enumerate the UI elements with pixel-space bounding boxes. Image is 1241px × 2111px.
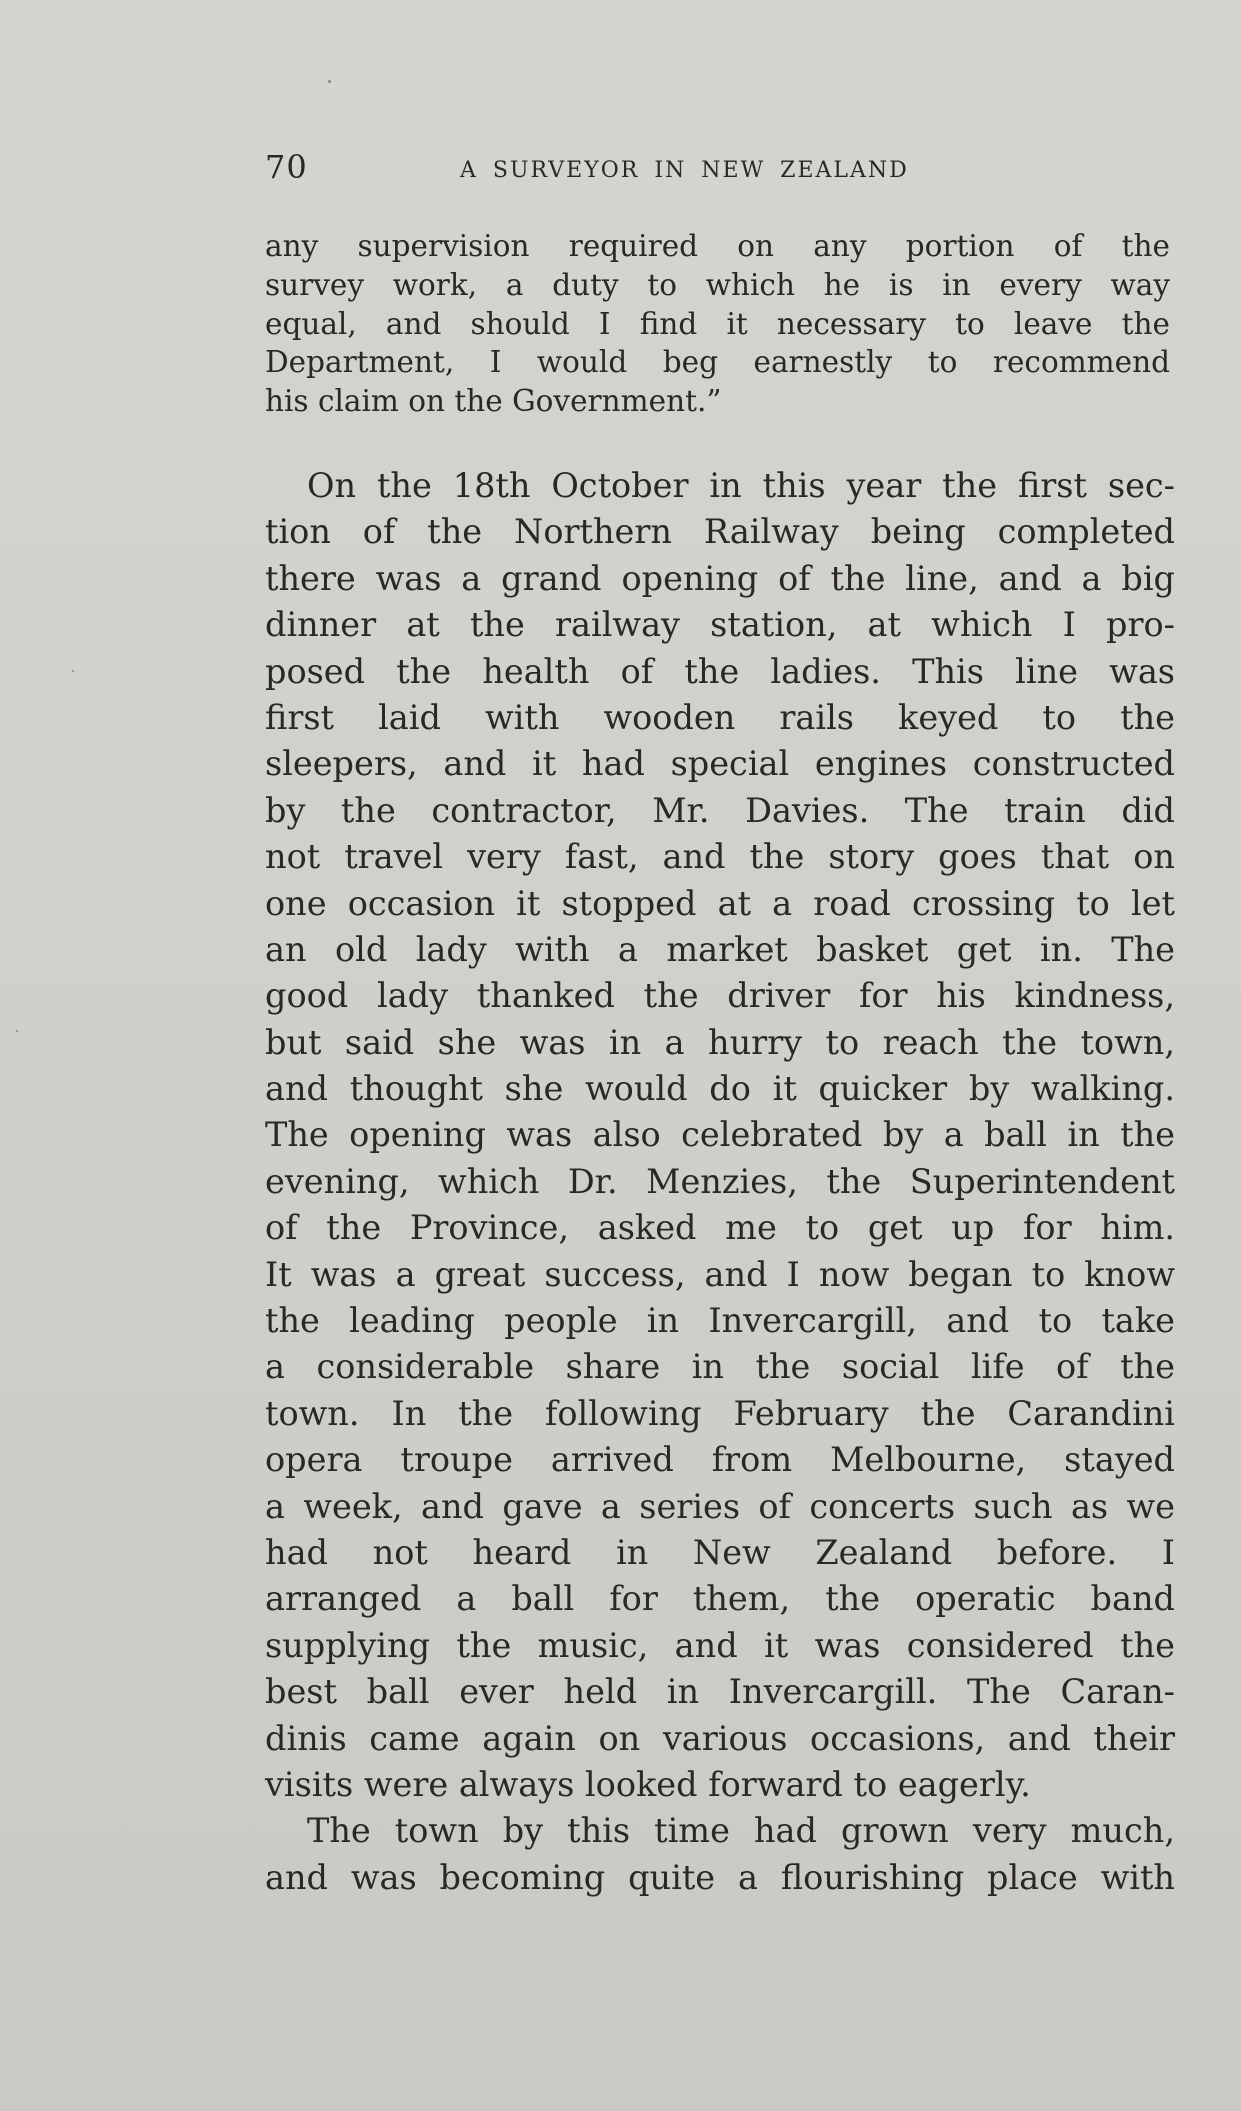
paragraph-town-growth [265, 1808, 1175, 1901]
text-line: and thought she would do it quicker by walking. [265, 1069, 1175, 1109]
text-line: best ball ever held in Invercargill. The Caran- [265, 1672, 1175, 1712]
quoted-letter-excerpt [265, 227, 1170, 421]
text-line: but said she was in a hurry to reach the town, [265, 1022, 1175, 1062]
text-line: tion of the Northern Railway being completed [265, 512, 1175, 552]
text-line: by the contractor, Mr. Davies. The train did [265, 790, 1175, 830]
text-line: It was a great success, and I now began to know [265, 1254, 1175, 1294]
text-line: dinner at the railway station, at which I pro- [265, 605, 1175, 645]
text-line: good lady thanked the driver for his kindness, [265, 976, 1175, 1016]
text-line: any supervision required on any portion of the [265, 229, 1170, 263]
text-line: first laid with wooden rails keyed to the [265, 697, 1175, 737]
text-line: On the 18th October in this year the first sec- [307, 466, 1175, 505]
page-header [265, 148, 1175, 188]
text-line: town. In the following February the Carandini [265, 1393, 1175, 1433]
page-number: 70 [265, 148, 308, 186]
paper-speck [72, 670, 74, 672]
paper-speck [16, 1030, 18, 1032]
text-line: Department, I would beg earnestly to recommend [265, 345, 1170, 380]
text-line: an old lady with a market basket get in. The [265, 929, 1175, 969]
text-line: survey work, a duty to which he is in every way [265, 267, 1170, 302]
text-line: his claim on the Government.” [265, 384, 722, 419]
text-line: not travel very fast, and the story goes that on [265, 837, 1175, 877]
text-line: and was becoming quite a flourishing place with [265, 1857, 1175, 1897]
text-line: posed the health of the ladies. This line was [265, 651, 1175, 691]
text-line: the leading people in Invercargill, and to take [265, 1301, 1175, 1341]
running-title: A SURVEYOR IN NEW ZEALAND [460, 158, 909, 183]
text-line: had not heard in New Zealand before. I [265, 1532, 1175, 1572]
text-line: opera troupe arrived from Melbourne, stayed [265, 1440, 1175, 1480]
text-line: of the Province, asked me to get up for him. [265, 1208, 1175, 1248]
text-line: there was a grand opening of the line, and a big [265, 558, 1175, 598]
body-text [265, 463, 1175, 1901]
text-line: The opening was also celebrated by a ball in the [265, 1115, 1175, 1155]
text-line: dinis came again on various occasions, and their [265, 1718, 1175, 1758]
paragraph-railway-opening [265, 463, 1175, 1808]
text-line: The town by this time had grown very much, [307, 1811, 1175, 1851]
text-line: visits were always looked forward to eagerly. [265, 1764, 1031, 1804]
text-line: evening, which Dr. Menzies, the Superintendent [265, 1161, 1175, 1201]
text-line: supplying the music, and it was considered the [265, 1625, 1175, 1665]
text-line: a week, and gave a series of concerts such as we [265, 1486, 1175, 1526]
text-line: a considerable share in the social life of the [265, 1347, 1175, 1387]
text-line: one occasion it stopped at a road crossing to let [265, 883, 1175, 923]
text-line: arranged a ball for them, the operatic band [265, 1579, 1175, 1619]
paper-speck [328, 80, 331, 83]
text-line: sleepers, and it had special engines constructed [265, 744, 1175, 784]
text-line: equal, and should I find it necessary to leave the [265, 306, 1170, 341]
